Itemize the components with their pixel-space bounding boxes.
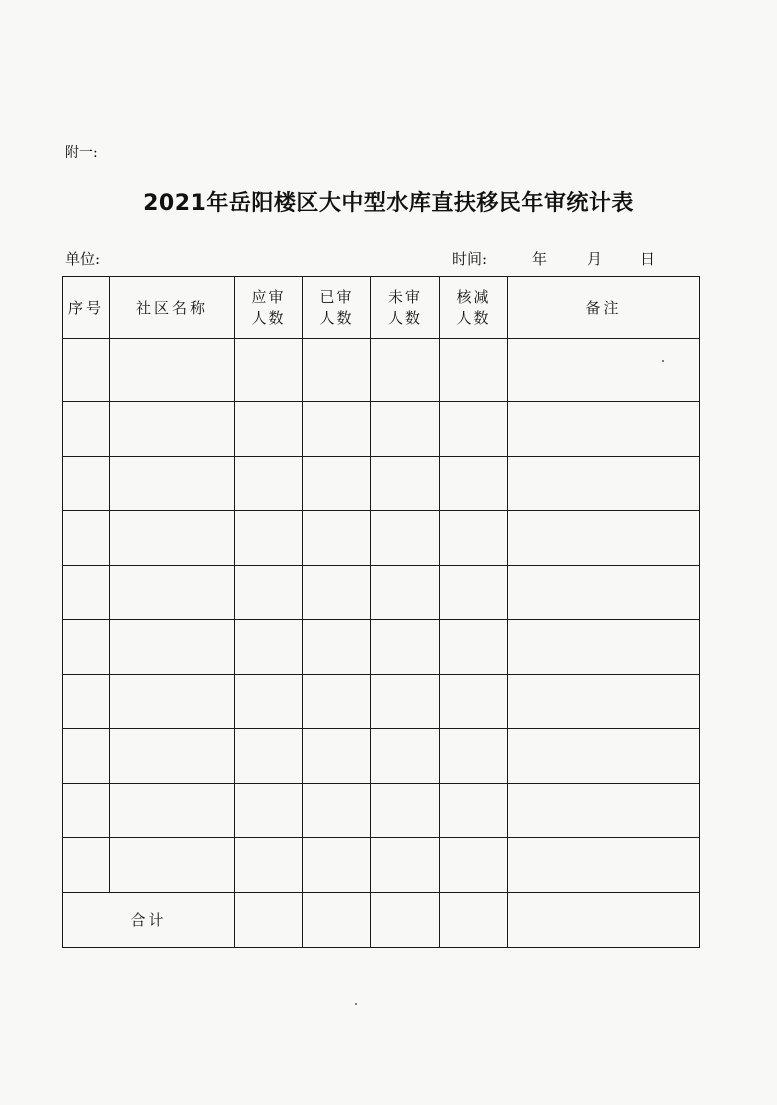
table-cell[interactable] (63, 511, 110, 566)
table-cell[interactable] (303, 402, 371, 457)
table-cell[interactable] (508, 674, 700, 729)
table-cell[interactable] (235, 565, 303, 620)
table-cell[interactable] (110, 838, 235, 893)
table-cell[interactable] (235, 620, 303, 675)
table-cell[interactable] (508, 402, 700, 457)
table-header-row (63, 277, 700, 339)
table-cell[interactable] (235, 674, 303, 729)
month-label: 月 (587, 250, 603, 268)
table-row (63, 402, 700, 457)
table-cell[interactable] (440, 783, 508, 838)
table-cell[interactable] (110, 339, 235, 402)
table-cell[interactable] (303, 565, 371, 620)
table-row (63, 783, 700, 838)
table-row (63, 729, 700, 784)
table-cell[interactable] (440, 674, 508, 729)
table-cell[interactable] (440, 402, 508, 457)
table-cell[interactable] (371, 674, 440, 729)
table-cell[interactable] (303, 456, 371, 511)
table-cell[interactable] (371, 838, 440, 893)
table-cell[interactable] (110, 511, 235, 566)
total-cell[interactable] (303, 892, 371, 947)
total-cell[interactable] (440, 892, 508, 947)
table-row (63, 838, 700, 893)
total-cell[interactable] (235, 892, 303, 947)
header-not-reviewed (371, 277, 440, 339)
total-cell[interactable] (371, 892, 440, 947)
table-cell[interactable] (63, 620, 110, 675)
table-cell[interactable] (303, 620, 371, 675)
table-row (63, 674, 700, 729)
table-cell[interactable] (371, 511, 440, 566)
table-cell[interactable] (440, 838, 508, 893)
table-cell[interactable] (371, 620, 440, 675)
table-cell[interactable] (371, 456, 440, 511)
header-should-review-line1: 应审 (251, 287, 286, 306)
header-seq: 序号 (63, 277, 110, 339)
header-reviewed-line1: 已审 (319, 287, 354, 306)
header-not-reviewed-line1: 未审 (387, 287, 422, 306)
table-cell[interactable] (371, 339, 440, 402)
table-cell[interactable] (371, 565, 440, 620)
table-cell[interactable] (440, 620, 508, 675)
header-reduced-line2: 人数 (456, 308, 491, 327)
page-title: 2021年岳阳楼区大中型水库直扶移民年审统计表 (143, 191, 634, 216)
header-reviewed-line2: 人数 (319, 308, 354, 327)
total-cell[interactable] (508, 892, 700, 947)
header-reduced-line1: 核减 (456, 287, 491, 306)
table-cell[interactable] (110, 620, 235, 675)
header-reduced (440, 277, 508, 339)
table-cell[interactable] (63, 729, 110, 784)
table-row (63, 620, 700, 675)
table-cell[interactable] (303, 729, 371, 784)
table-cell[interactable] (508, 838, 700, 893)
table-cell[interactable] (235, 838, 303, 893)
table-cell[interactable] (371, 783, 440, 838)
attachment-label: 附一: (65, 145, 98, 161)
table-cell[interactable] (508, 620, 700, 675)
table-cell[interactable] (235, 456, 303, 511)
table-row (63, 339, 700, 402)
table-cell[interactable] (440, 456, 508, 511)
table-cell[interactable] (371, 729, 440, 784)
table-cell[interactable] (303, 783, 371, 838)
header-should-review-line2: 人数 (251, 308, 286, 327)
table-cell[interactable] (63, 838, 110, 893)
table-cell[interactable] (235, 402, 303, 457)
table-row (63, 511, 700, 566)
date-line (452, 248, 660, 269)
table-cell[interactable] (371, 402, 440, 457)
table-cell[interactable] (303, 339, 371, 402)
table-cell[interactable] (508, 565, 700, 620)
header-remarks: 备注 (508, 277, 700, 339)
header-reviewed (303, 277, 371, 339)
scan-speck (662, 360, 664, 362)
header-should-review (235, 277, 303, 339)
year-label: 年 (532, 250, 548, 268)
table-cell[interactable] (235, 511, 303, 566)
table-cell[interactable] (63, 674, 110, 729)
table-cell[interactable] (63, 402, 110, 457)
unit-label: 单位: (65, 250, 101, 268)
table-cell[interactable] (440, 339, 508, 402)
table-cell[interactable] (110, 456, 235, 511)
table-cell[interactable] (235, 729, 303, 784)
table-row (63, 565, 700, 620)
table-cell[interactable] (508, 339, 700, 402)
statistics-table (62, 276, 700, 948)
table-cell[interactable] (110, 402, 235, 457)
header-community: 社区名称 (110, 277, 235, 339)
table-cell[interactable] (110, 783, 235, 838)
table-cell[interactable] (508, 511, 700, 566)
table-cell[interactable] (440, 729, 508, 784)
table-cell[interactable] (110, 674, 235, 729)
table-cell[interactable] (508, 783, 700, 838)
scan-speck (355, 1003, 357, 1005)
table-cell[interactable] (110, 729, 235, 784)
table-cell[interactable] (63, 565, 110, 620)
table-cell[interactable] (303, 511, 371, 566)
table-body (63, 339, 700, 893)
total-label: 合计 (63, 892, 235, 947)
table-cell[interactable] (110, 565, 235, 620)
table-cell[interactable] (440, 511, 508, 566)
table-cell[interactable] (63, 339, 110, 402)
table-cell[interactable] (235, 339, 303, 402)
header-not-reviewed-line2: 人数 (387, 308, 422, 327)
total-row (63, 892, 700, 947)
table-cell[interactable] (508, 729, 700, 784)
table-row (63, 456, 700, 511)
table-cell[interactable] (235, 783, 303, 838)
table-cell[interactable] (63, 783, 110, 838)
table-cell[interactable] (63, 456, 110, 511)
table-cell[interactable] (303, 838, 371, 893)
table-cell[interactable] (440, 565, 508, 620)
table-cell[interactable] (303, 674, 371, 729)
table-cell[interactable] (508, 456, 700, 511)
time-label: 时间: (452, 250, 488, 268)
day-label: 日 (640, 250, 656, 268)
